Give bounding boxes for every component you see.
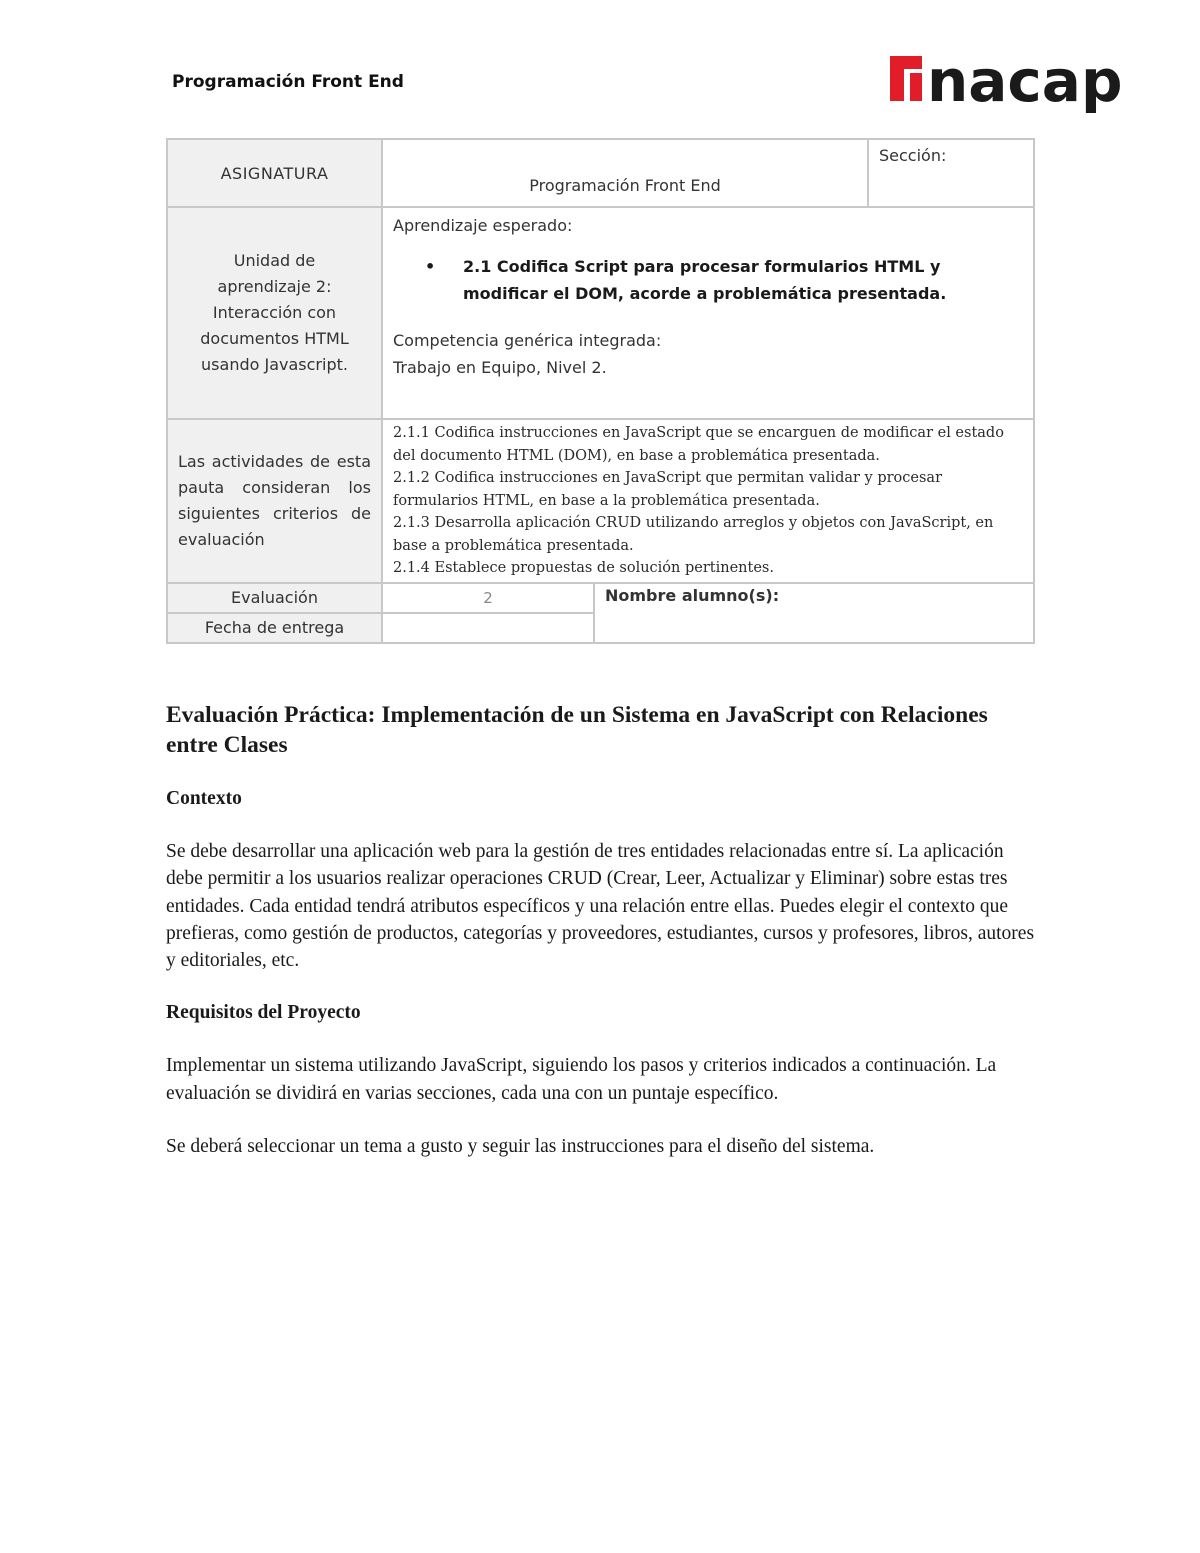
row-asignatura (167, 139, 1034, 207)
aprendizaje-label: Aprendizaje esperado: (393, 216, 573, 235)
header-title: Programación Front End (172, 72, 404, 92)
asignatura-label: ASIGNATURA (167, 139, 382, 207)
unidad-label: Unidad de aprendizaje 2: Interacción con documentos HTML usando Javascript. (167, 207, 382, 419)
inacap-logo (887, 48, 1132, 120)
document-title: Evaluación Práctica: Implementación de un Sistema en JavaScript con Relaciones entre Clases (166, 702, 988, 758)
row-criterios (167, 419, 1034, 583)
evaluacion-value: 2 (382, 583, 594, 613)
criterios-label: Las actividades de esta pauta consideran los siguientes criterios de evaluación (167, 419, 382, 583)
seccion-label: Sección: (868, 139, 1034, 207)
tema-paragraph: Se deberá seleccionar un tema a gusto y seguir las instrucciones para el diseño del sistema. (166, 1136, 875, 1158)
info-table (166, 138, 1035, 644)
logo-text: nacap (927, 48, 1123, 115)
aprendizaje-item: 2.1 Codifica Script para procesar formularios HTML y modificar el DOM, acorde a problemática presentada. (463, 257, 947, 303)
requisitos-heading: Requisitos del Proyecto (166, 1002, 361, 1024)
fecha-value (382, 613, 594, 643)
document-body (166, 700, 1036, 1186)
criterios-cell (382, 419, 1034, 583)
criterio-item: 2.1.2 Codifica instrucciones en JavaScript que permitan validar y procesar formularios HTML, en base a la problemática presentada. (393, 470, 943, 509)
row-evaluacion (167, 583, 1034, 613)
aprendizaje-cell (382, 207, 1034, 419)
asignatura-value-cell (382, 139, 868, 207)
nombre-alumno-label: Nombre alumno(s): (594, 583, 1034, 643)
criterio-item: 2.1.3 Desarrolla aplicación CRUD utilizando arreglos y objetos con JavaScript, en base a problemática presentada. (393, 515, 994, 554)
requisitos-paragraph: Implementar un sistema utilizando JavaScript, siguiendo los pasos y criterios indicados a continuación. La evaluación se dividirá en varias secciones, cada una con un puntaje específico. (166, 1055, 997, 1104)
contexto-heading: Contexto (166, 788, 242, 809)
bullet-icon: • (425, 257, 436, 276)
aprendizaje-bullet (425, 253, 1023, 307)
criterio-item: 2.1.4 Establece propuestas de solución pertinentes. (393, 560, 774, 576)
competencia-label: Competencia genérica integrada: (393, 331, 662, 350)
contexto-paragraph: Se debe desarrollar una aplicación web para la gestión de tres entidades relacionadas entre sí. La aplicación debe permitir a los usuarios realizar operaciones CRUD (Crear, Leer, Actualizar y Eliminar) sobre estas tres entidades. Cada entidad tendrá atributos específicos y una relación entre ellas. Puedes elegir el contexto que prefieras, como gestión de productos, categorías y proveedores, estudiantes, cursos y profesores, libros, autores y editoriales, etc. (166, 841, 1035, 972)
criterio-item: 2.1.1 Codifica instrucciones en JavaScript que se encarguen de modificar el estado del documento HTML (DOM), en base a problemática presentada. (393, 425, 1004, 464)
page-header (0, 0, 1200, 130)
asignatura-value: Programación Front End (529, 175, 721, 195)
row-unidad (167, 207, 1034, 419)
competencia-value: Trabajo en Equipo, Nivel 2. (393, 358, 607, 377)
fecha-label: Fecha de entrega (167, 613, 382, 643)
evaluacion-label: Evaluación (167, 583, 382, 613)
